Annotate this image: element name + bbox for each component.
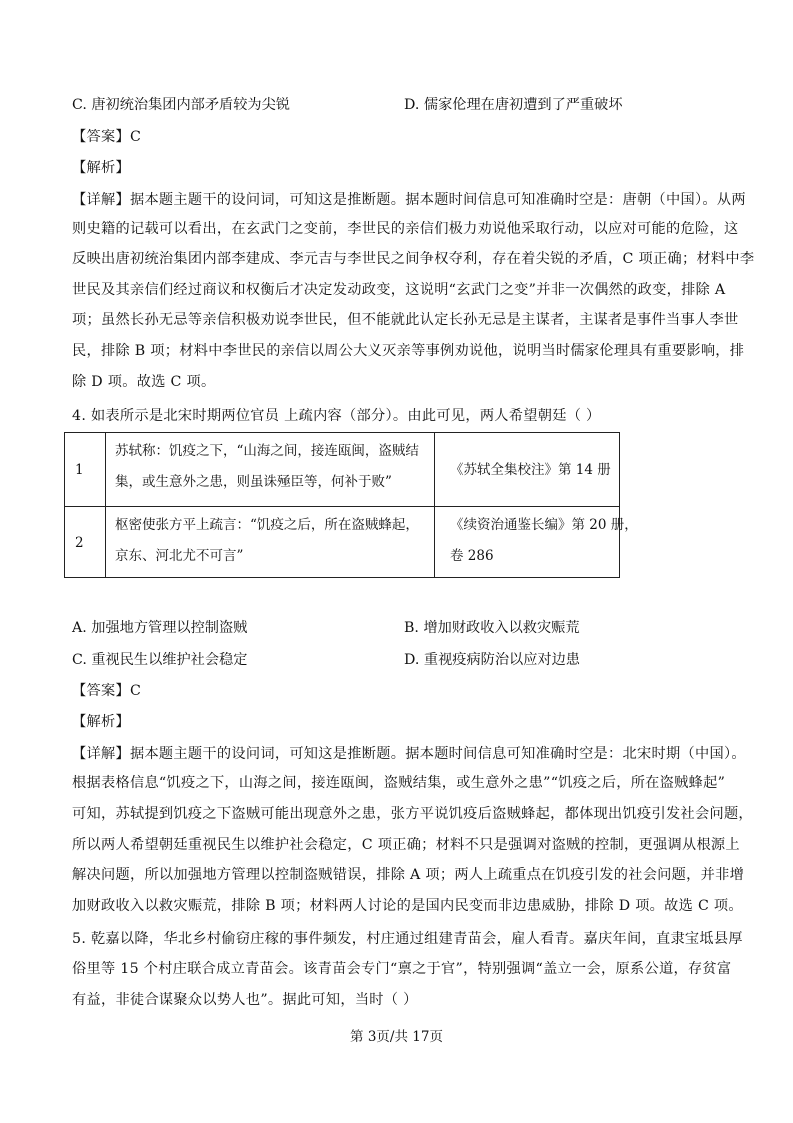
page-footer: 第 3页/共 17页 — [350, 1029, 443, 1045]
table-divider — [65, 506, 619, 507]
q3-detail-line: 除 D 项。故选 C 项。 — [72, 374, 216, 390]
q4-detail-line: 可知，苏轼提到饥疫之下盗贼可能出现意外之患，张方平说饥疫后盗贼蜂起，都体现出饥疫引发社会问题， — [72, 806, 753, 822]
q4-stem: 4. 如表所示是北宋时期两位官员 上疏内容（部分）。由此可见，两人希望朝廷（ ） — [72, 408, 601, 424]
q4-answer: 【答案】C — [72, 683, 142, 699]
q3-detail-line: 则史籍的记载可以看出，在玄武门之变前，李世民的亲信们极力劝说他采取行动，以应对可能的危险，这 — [72, 221, 739, 237]
q5-stem-line: 5. 乾嘉以降，华北乡村偷窃庄稼的事件频发，村庄通过组建青苗会，雇人看青。嘉庆年间，直隶宝坻县厚 — [72, 931, 743, 947]
q4-detail-line: 所以两人希望朝廷重视民生以维护社会稳定，C 项正确；材料不只是强调对盗贼的控制，更强调从根源上 — [72, 837, 740, 853]
q3-detail-line: 反映出唐初统治集团内部李建成、李元吉与李世民之间争权夺利，存在着尖锐的矛盾，C 项正确；材料中李 — [72, 251, 755, 267]
q3-detail-line: 项；虽然长孙无忌等亲信积极劝说李世民，但不能就此认定长孙无忌是主谋者，主谋者是事件当事人李世 — [72, 312, 739, 328]
q4-detail-line: 加财政收入以救灾赈荒，排除 B 项；材料两人讨论的是国内民变而非边患威胁，排除 D 项。故选 C 项。 — [72, 898, 743, 914]
q5-stem-line: 俗里等 15 个村庄联合成立青苗会。该青苗会专门“禀之于官”，特别强调“盖立一会，原系公道，存贫富 — [72, 961, 732, 977]
q3-option-c: C. 唐初统治集团内部矛盾较为尖锐 — [72, 97, 290, 113]
row-content: 京东、河北尤不可言” — [115, 548, 244, 564]
row-source: 卷 286 — [450, 548, 494, 564]
q3-answer: 【答案】C — [72, 129, 142, 145]
q5-stem-line: 有益，非徒合谋聚众以势人也”。据此可知，当时（ ） — [72, 992, 418, 1008]
row-content: 苏轼称：饥疫之下，“山海之间，接连瓯闽，盗贼结 — [115, 443, 419, 459]
q3-analysis-label: 【解析】 — [72, 160, 130, 176]
row-content: 集，或生意外之患，则虽诛殛臣等，何补于败” — [115, 474, 392, 490]
row-content: 枢密使张方平上疏言：“饥疫之后，所在盗贼蜂起， — [115, 517, 419, 533]
q3-detail-line: 世民及其亲信们经过商议和权衡后才决定发动政变，这说明“玄武门之变”并非一次偶然的政变，排除 A — [72, 282, 726, 298]
q4-detail-line: 根据表格信息“饥疫之下，山海之间，接连瓯闽，盗贼结集，或生意外之患”“饥疫之后，所在盗贼蜂起” — [72, 775, 726, 791]
row-number: 1 — [75, 462, 84, 478]
q4-table — [64, 432, 638, 578]
q4-detail-line: 解决问题，所以加强地方管理以控制盗贼错误，排除 A 项；两人上疏重点在饥疫引发的社会问题，并非增 — [72, 867, 745, 883]
q4-analysis-label: 【解析】 — [72, 714, 130, 730]
q4-option-c: C. 重视民生以维护社会稳定 — [72, 652, 248, 668]
table-divider — [434, 433, 435, 577]
q3-detail-line: 民，排除 B 项；材料中李世民的亲信以周公大义灭亲等事例劝说他，说明当时儒家伦理具有重要影响，排 — [72, 343, 745, 359]
row-source: 《苏轼全集校注》第 14 册 — [450, 462, 611, 478]
q4-option-d: D. 重视疫病防治以应对边患 — [404, 652, 580, 668]
row-source: 《续资治通鉴长编》第 20 册， — [450, 517, 638, 533]
table-divider — [105, 433, 106, 577]
q4-detail-line: 【详解】据本题主题干的设问词，可知这是推断题。据本题时间信息可知准确时空是：北宋时期（中国）。 — [72, 746, 746, 762]
row-number: 2 — [75, 535, 84, 551]
q3-option-d: D. 儒家伦理在唐初遭到了严重破坏 — [404, 97, 623, 113]
q4-option-a: A. 加强地方管理以控制盗贼 — [72, 620, 248, 636]
q3-detail-line: 【详解】据本题主题干的设问词，可知这是推断题。据本题时间信息可知准确时空是：唐朝（中国）。从两 — [72, 192, 746, 208]
q4-option-b: B. 增加财政收入以救灾赈荒 — [404, 620, 580, 636]
